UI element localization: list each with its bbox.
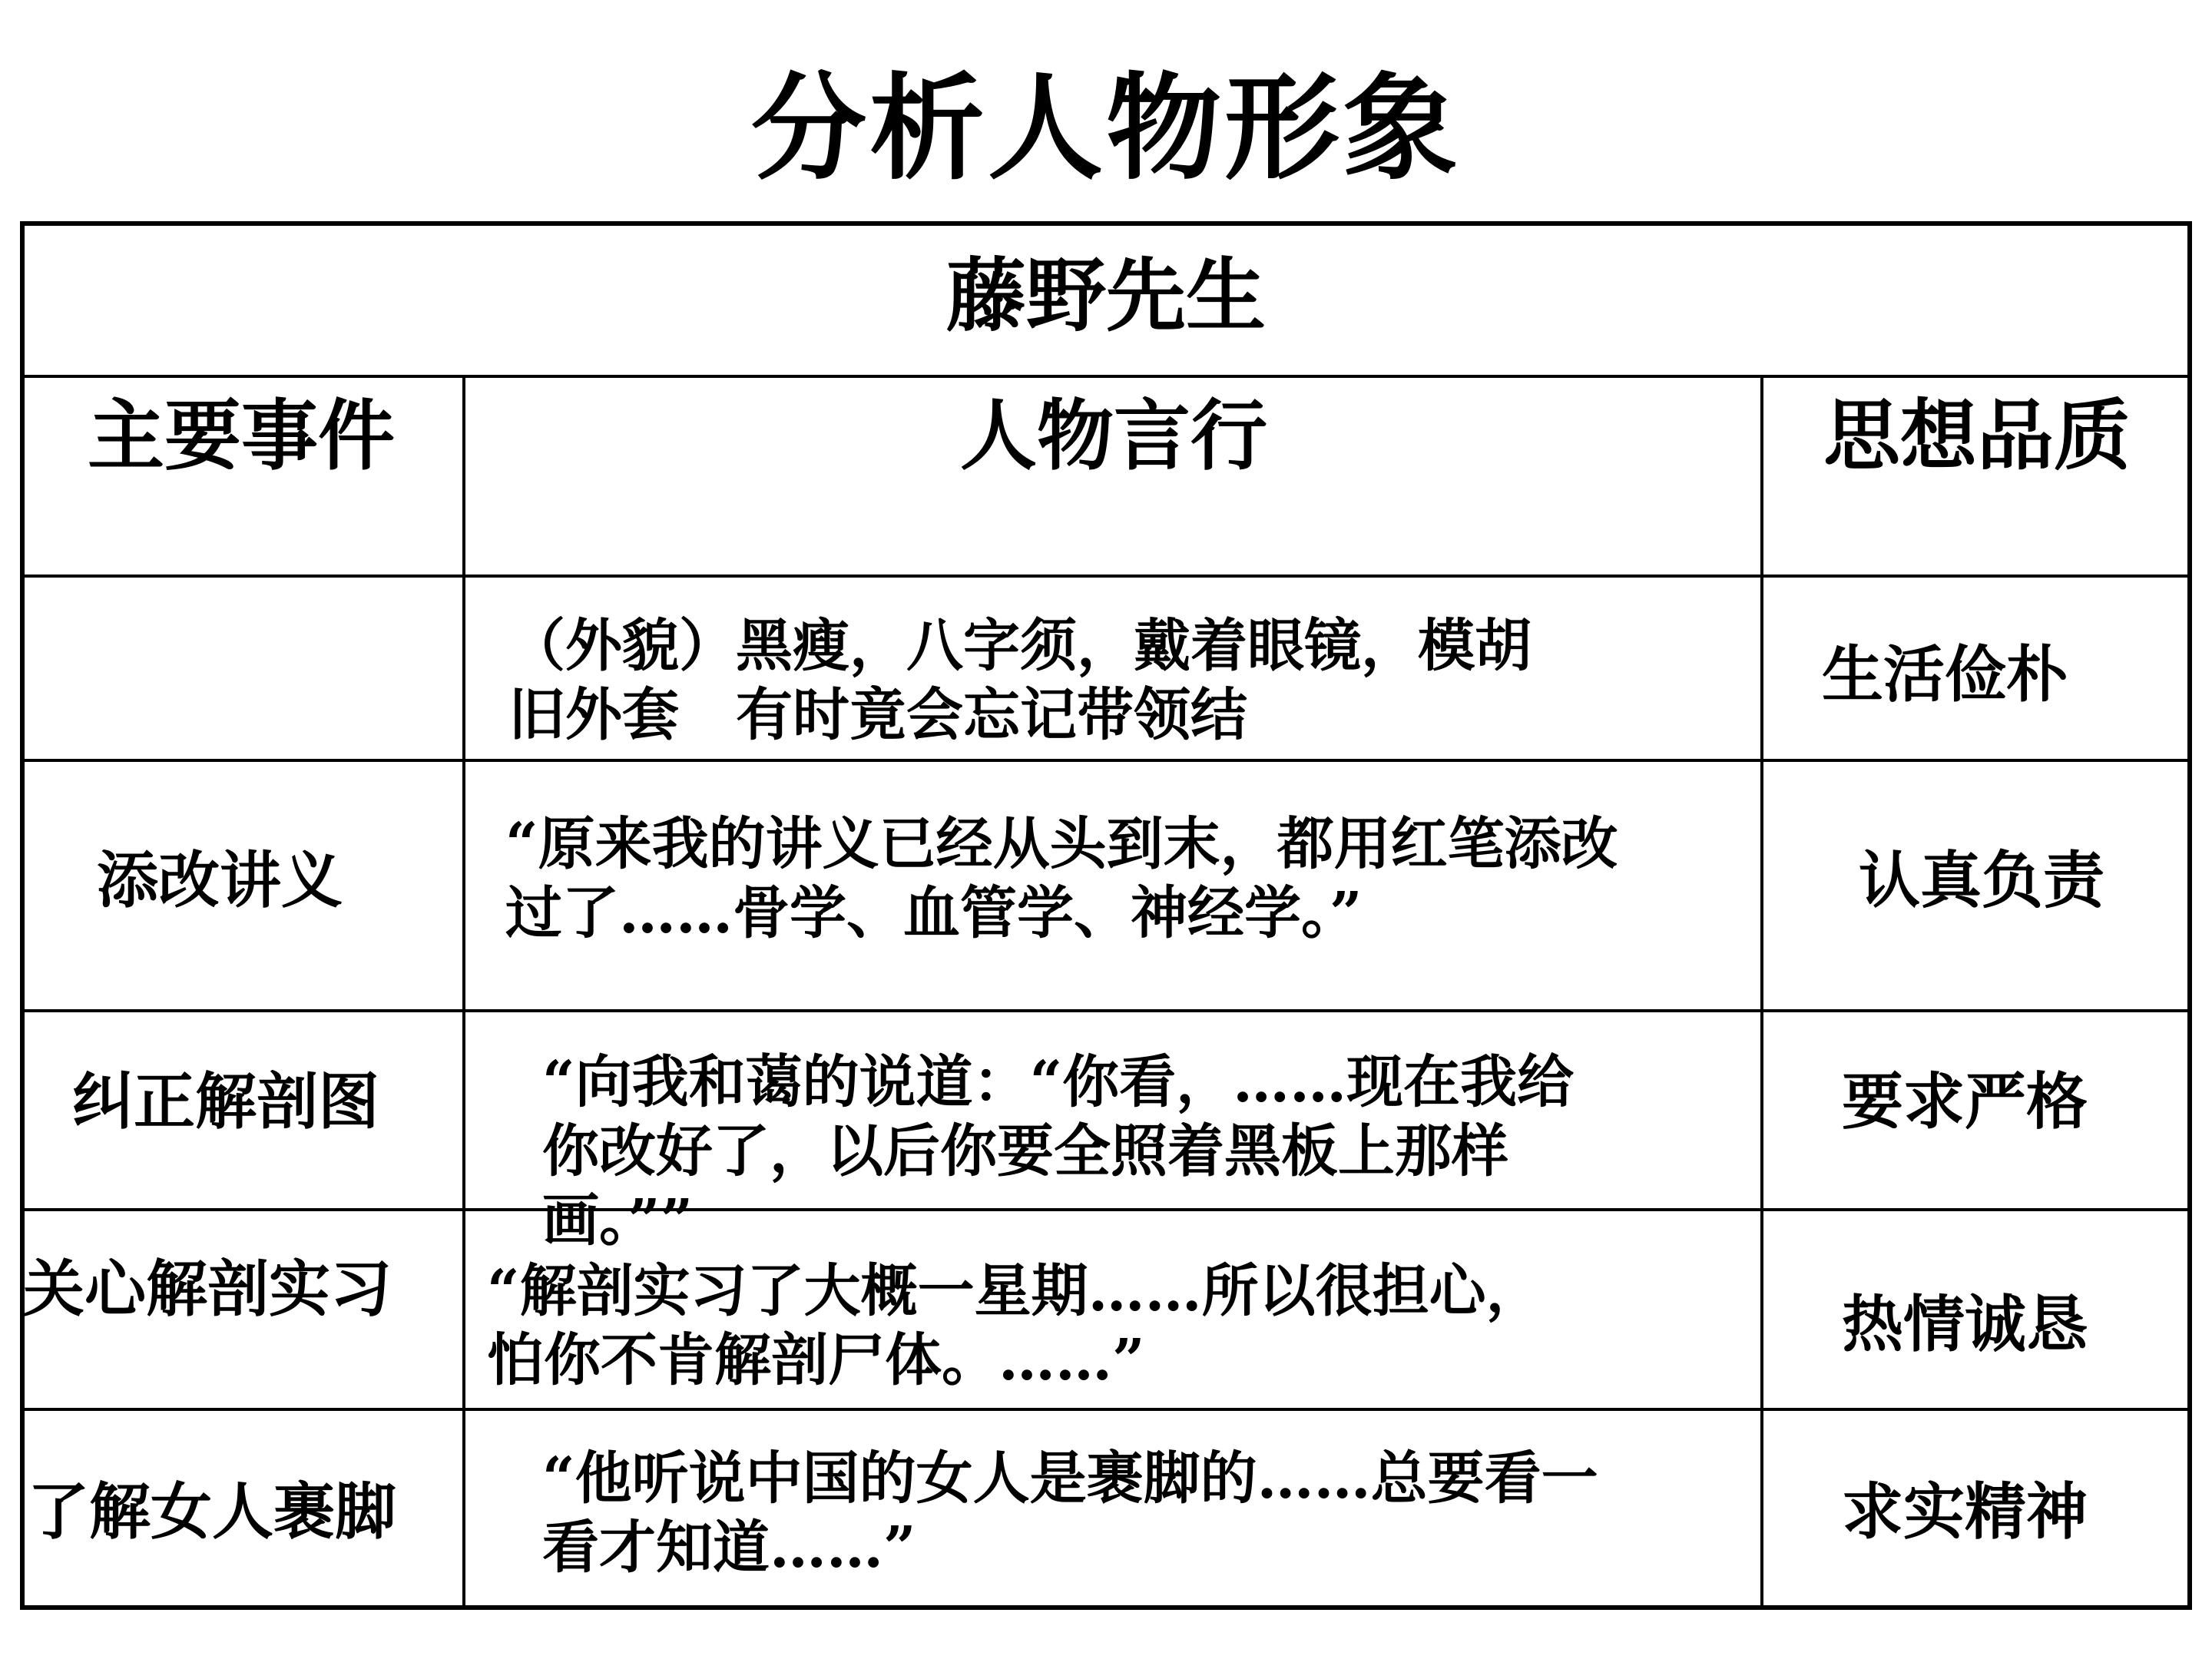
text-line: “原来我的讲义已经从头到末，都用红笔添改 (505, 811, 1618, 877)
table-row-5-words (542, 1444, 1598, 1582)
text-line: 旧外套 有时竟会忘记带领结 (508, 682, 1247, 748)
table-row-1-quality: 生活俭朴 (1822, 638, 2068, 710)
table-row-4-event: 关心解剖实习 (23, 1253, 392, 1325)
page-title: 分析人物形象 (750, 61, 1461, 196)
table-row-2-quality: 认真负责 (1859, 844, 2104, 916)
table-row-3-quality: 要求严格 (1842, 1065, 2088, 1137)
text-line: “向我和蔼的说道：“你看，……现在我给 (542, 1049, 1575, 1115)
row-divider (20, 375, 2192, 378)
text-line: 怕你不肯解剖尸体。……” (487, 1327, 1145, 1393)
header-quality: 思想品质 (1823, 390, 2131, 481)
table-row-3-event: 纠正解剖图 (72, 1065, 379, 1137)
header-words-deeds: 人物言行 (960, 390, 1267, 481)
table-row-4-words (487, 1257, 1543, 1395)
text-line: 看才知道……” (542, 1515, 916, 1581)
table-row-4-quality: 热情诚恳 (1842, 1288, 2088, 1360)
table-row-2-event: 添改讲义 (97, 844, 343, 916)
text-line: “他听说中国的女人是裹脚的……总要看一 (542, 1445, 1598, 1512)
text-line: 你改好了，以后你要全照着黑板上那样 (542, 1118, 1508, 1184)
header-main-event: 主要事件 (88, 390, 395, 481)
text-line: （外貌）黑瘦，八字须，戴着眼镜，模胡 (508, 613, 1532, 679)
table-row-1-words (508, 611, 1532, 750)
row-divider (20, 759, 2192, 762)
table-caption: 藤野先生 (945, 248, 1266, 343)
row-divider (20, 575, 2192, 578)
table-row-5-event: 了解女人裹脚 (28, 1475, 396, 1548)
text-line: 画。”” (542, 1187, 694, 1253)
table-row-5-quality: 求实精神 (1842, 1475, 2088, 1548)
column-divider (462, 375, 465, 1610)
table-row-2-words (505, 810, 1618, 948)
text-line: “解剖实习了大概一星期……所以很担心， (487, 1258, 1543, 1324)
row-divider (20, 1408, 2192, 1411)
row-divider (20, 1009, 2192, 1012)
text-line: 过了……骨学、血管学、神经学。” (505, 880, 1363, 946)
column-divider (1760, 375, 1763, 1610)
table-row-3-words (542, 1048, 1574, 1255)
